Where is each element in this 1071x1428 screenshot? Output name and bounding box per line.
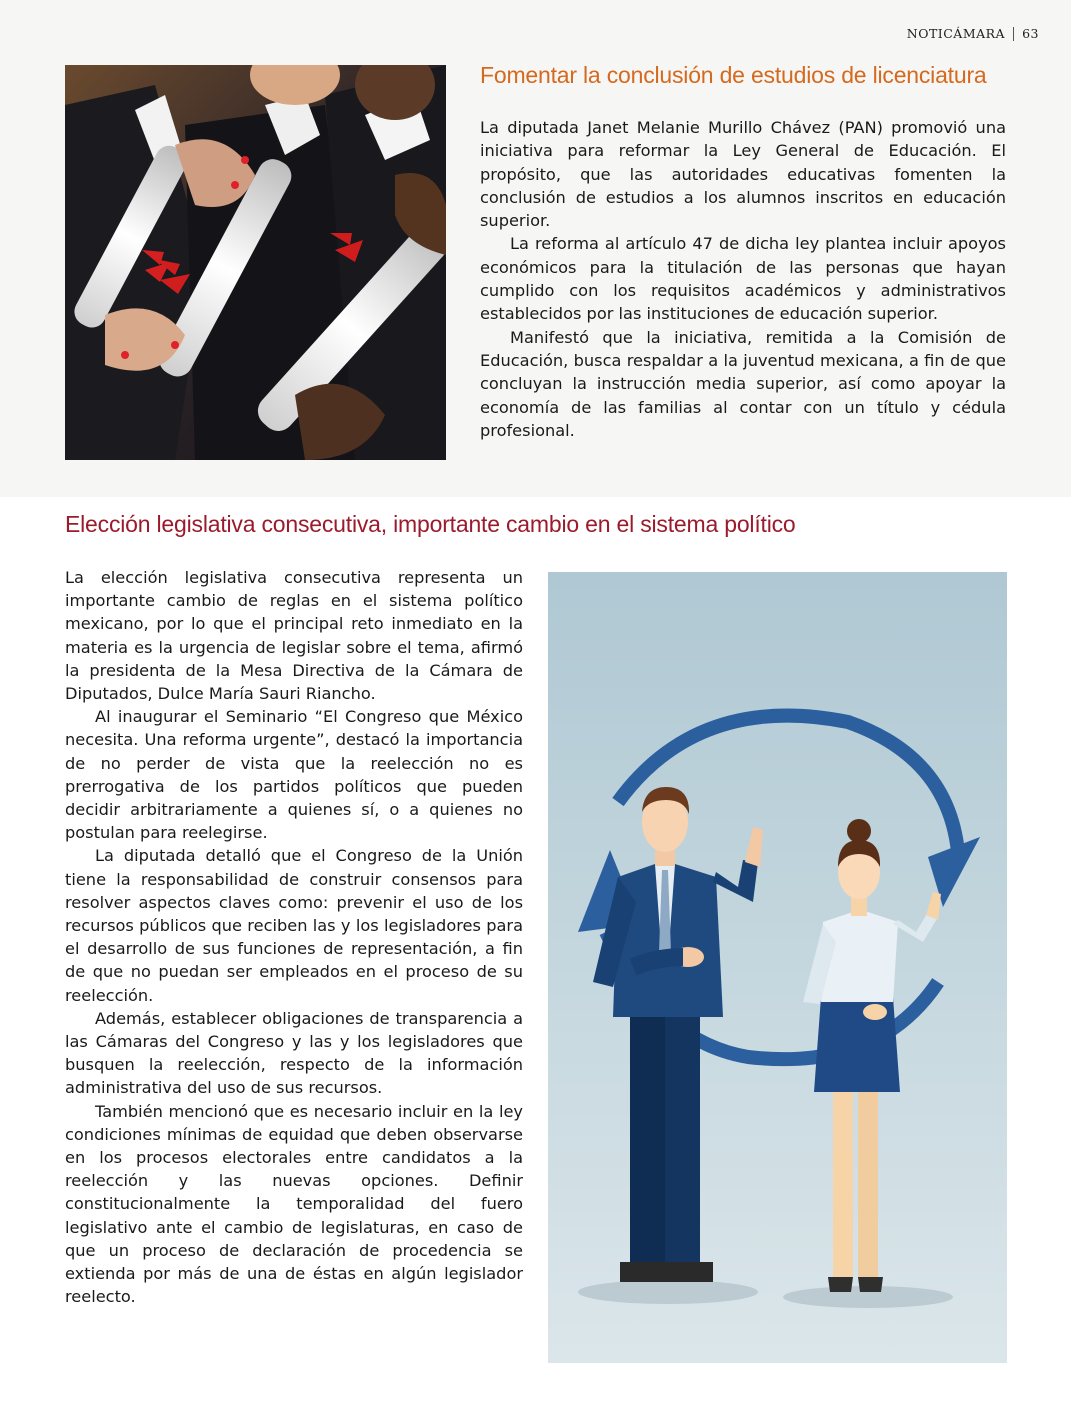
- article2-paragraph: También mencionó que es necesario incluir en la ley condiciones mínimas de equidad que deben observarse en los procesos electorales entre candidatos a la reelección y las nuevas opciones. Definir constitucionalmente la temporalidad del fuero legislativo ante el cambio de legislaturas, en caso de que un proceso de declaración de procedencia se extienda por más de una de éstas en algún legislador reelecto.: [65, 1101, 523, 1307]
- article1-paragraph: Manifestó que la iniciativa, remitida a la Comisión de Educación, busca respaldar a la juventud mexicana, a fin de que concluyan la instrucción media superior, así como apoyar la economía de las familias al contar con un título y cédula profesional.: [480, 327, 1006, 440]
- publication-name: NOTICÁMARA: [906, 26, 1006, 41]
- article2-title: Elección legislativa consecutiva, importante cambio en el sistema político: [65, 511, 796, 537]
- article2-paragraph: Al inaugurar el Seminario “El Congreso que México necesita. Una reforma urgente”, destacó la importancia de no perder de vista que la reelección no es prerrogativa de los partidos políticos que pueden decidir arbitrariamente a quienes sí, o a quienes no postulan para reelegirse.: [65, 707, 523, 843]
- article1-title: Fomentar la conclusión de estudios de licenciatura: [480, 62, 987, 88]
- running-head: [907, 26, 1039, 41]
- page-number: 63: [1022, 26, 1039, 41]
- article2-body: [65, 566, 523, 1309]
- article1-paragraph: La diputada Janet Melanie Murillo Chávez (PAN) promovió una iniciativa para reformar la Ley General de Educación. El propósito, que las autoridades educativas fomenten la conclusión de estudios a los alumnos inscritos en educación superior.: [480, 118, 1006, 231]
- header-divider: [1013, 27, 1014, 41]
- article2-paragraph: La diputada detalló que el Congreso de la Unión tiene la responsabilidad de construir consensos para resolver aspectos claves como: prevenir el uso de los recursos públicos que reciben las y los legisladores para el desarrollo de sus funciones de representación, a fin de que no puedan ser empleados en el proceso de su reelección.: [65, 846, 523, 1005]
- article2-paragraph: Además, establecer obligaciones de transparencia a las Cámaras del Congreso y las y los legisladores que busquen la reelección, respecto de la información administrativa del uso de sus recursos.: [65, 1008, 523, 1098]
- article2-paragraph: La elección legislativa consecutiva representa un importante cambio de reglas en el sistema político mexicano, por lo que el principal reto inmediato en la materia es la urgencia de legislar sobre el tema, afirmó la presidenta de la Mesa Directiva de la Cámara de Diputados, Dulce María Sauri Riancho.: [65, 568, 523, 704]
- reelection-illustration: [548, 572, 1007, 1363]
- graduates-photo: [65, 65, 446, 460]
- article1-body: [480, 116, 1006, 442]
- article1-paragraph: La reforma al artículo 47 de dicha ley plantea incluir apoyos económicos para la titulación de las personas que hayan cumplido con los requisitos académicos y administrativos establecidos por las instituciones de educación superior.: [480, 234, 1006, 324]
